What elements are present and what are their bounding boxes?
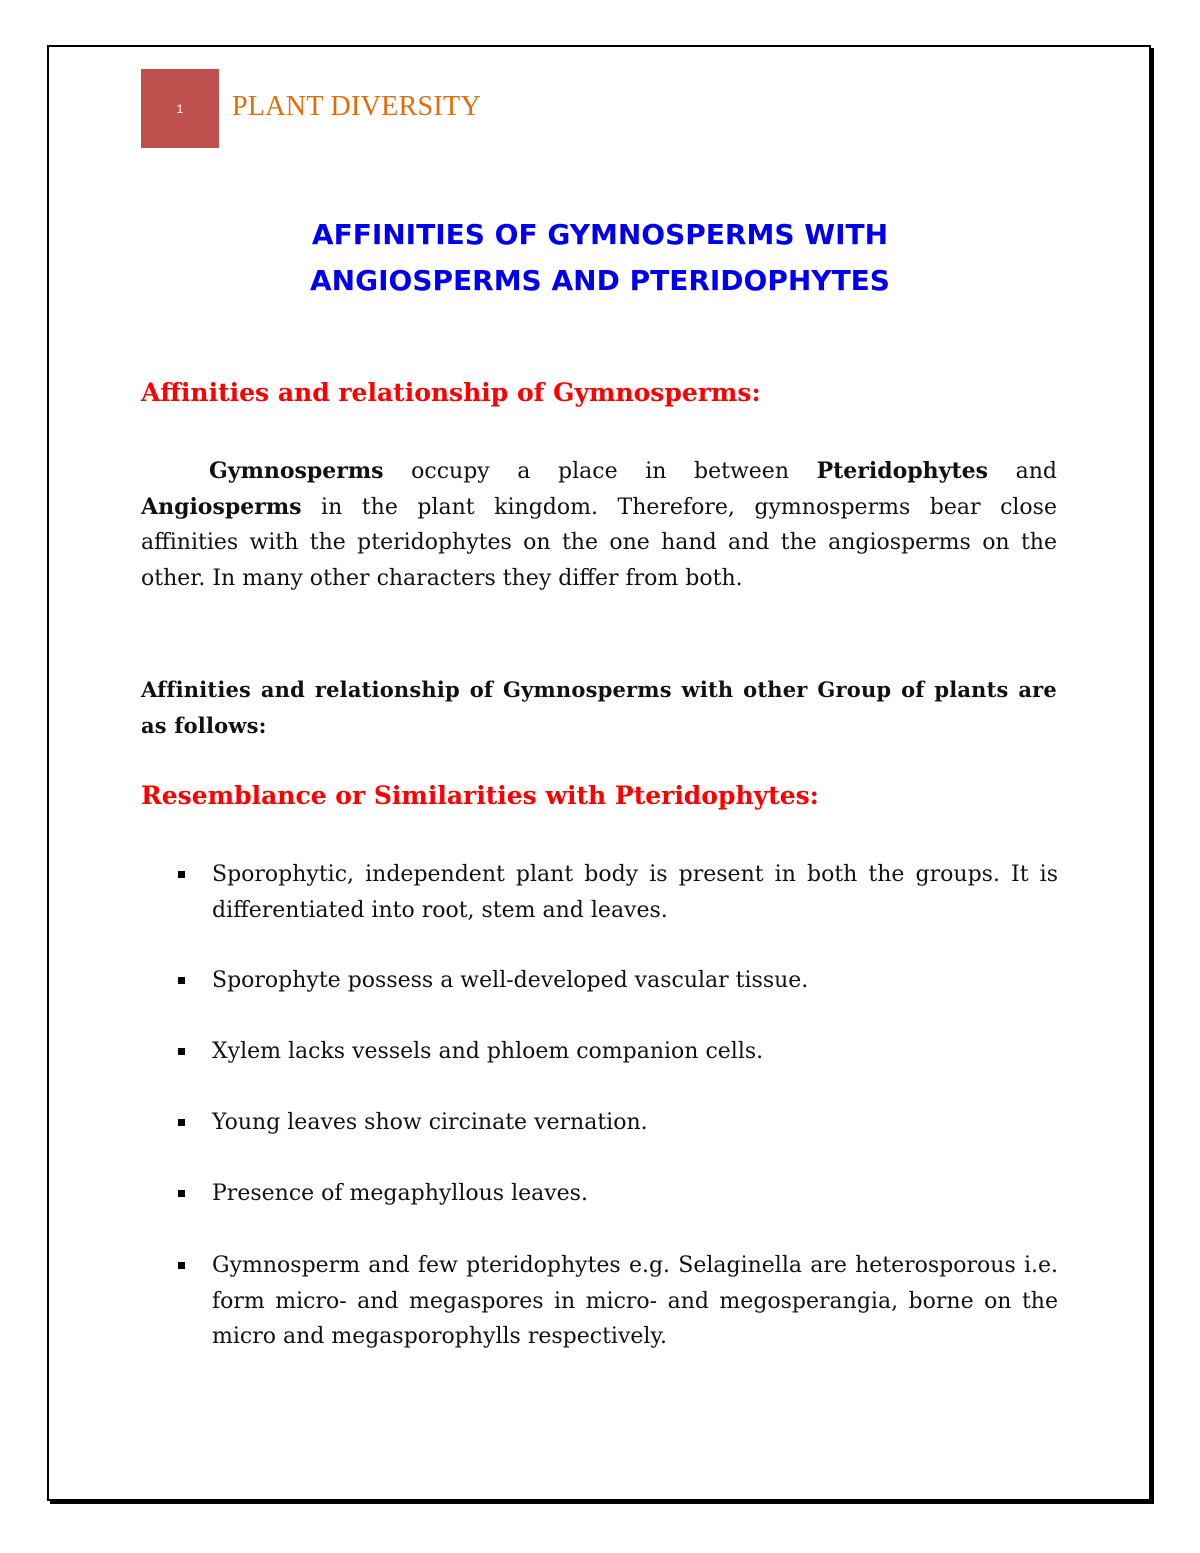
list-intro: Affinities and relationship of Gymnosperms with other Group of plants are as follows:	[141, 677, 1057, 738]
square-bullet-icon	[178, 1190, 185, 1197]
square-bullet-icon	[178, 871, 185, 878]
page-number: 1	[176, 101, 184, 116]
intro-paragraph: Gymnosperms occupy a place in between Pteridophytes and Angiosperms in the plant kingdom. Therefore, gymnosperms bear close affinities with the pteridophytes on the one hand and the angiosperms on the other. In many other characters they differ from both.	[141, 458, 1057, 591]
square-bullet-icon	[178, 1262, 185, 1269]
running-header: PLANT DIVERSITY	[232, 91, 481, 122]
section-heading-affinities: Affinities and relationship of Gymnosperms:	[141, 378, 761, 407]
term-pteridophytes: Pteridophytes	[816, 458, 989, 484]
term-gymnosperms: Gymnosperms	[209, 458, 384, 484]
title-line-1: AFFINITIES OF GYMNOSPERMS WITH	[311, 218, 889, 251]
square-bullet-icon	[178, 1119, 185, 1126]
square-bullet-icon	[178, 977, 185, 984]
square-bullet-icon	[178, 1048, 185, 1055]
page-number-badge	[141, 69, 219, 148]
document-title	[140, 212, 1060, 304]
title-line-2: ANGIOSPERMS AND PTERIDOPHYTES	[310, 264, 890, 297]
term-angiosperms: Angiosperms	[141, 493, 302, 520]
section-heading-pteridophytes: Resemblance or Similarities with Pteridophytes:	[141, 781, 819, 810]
